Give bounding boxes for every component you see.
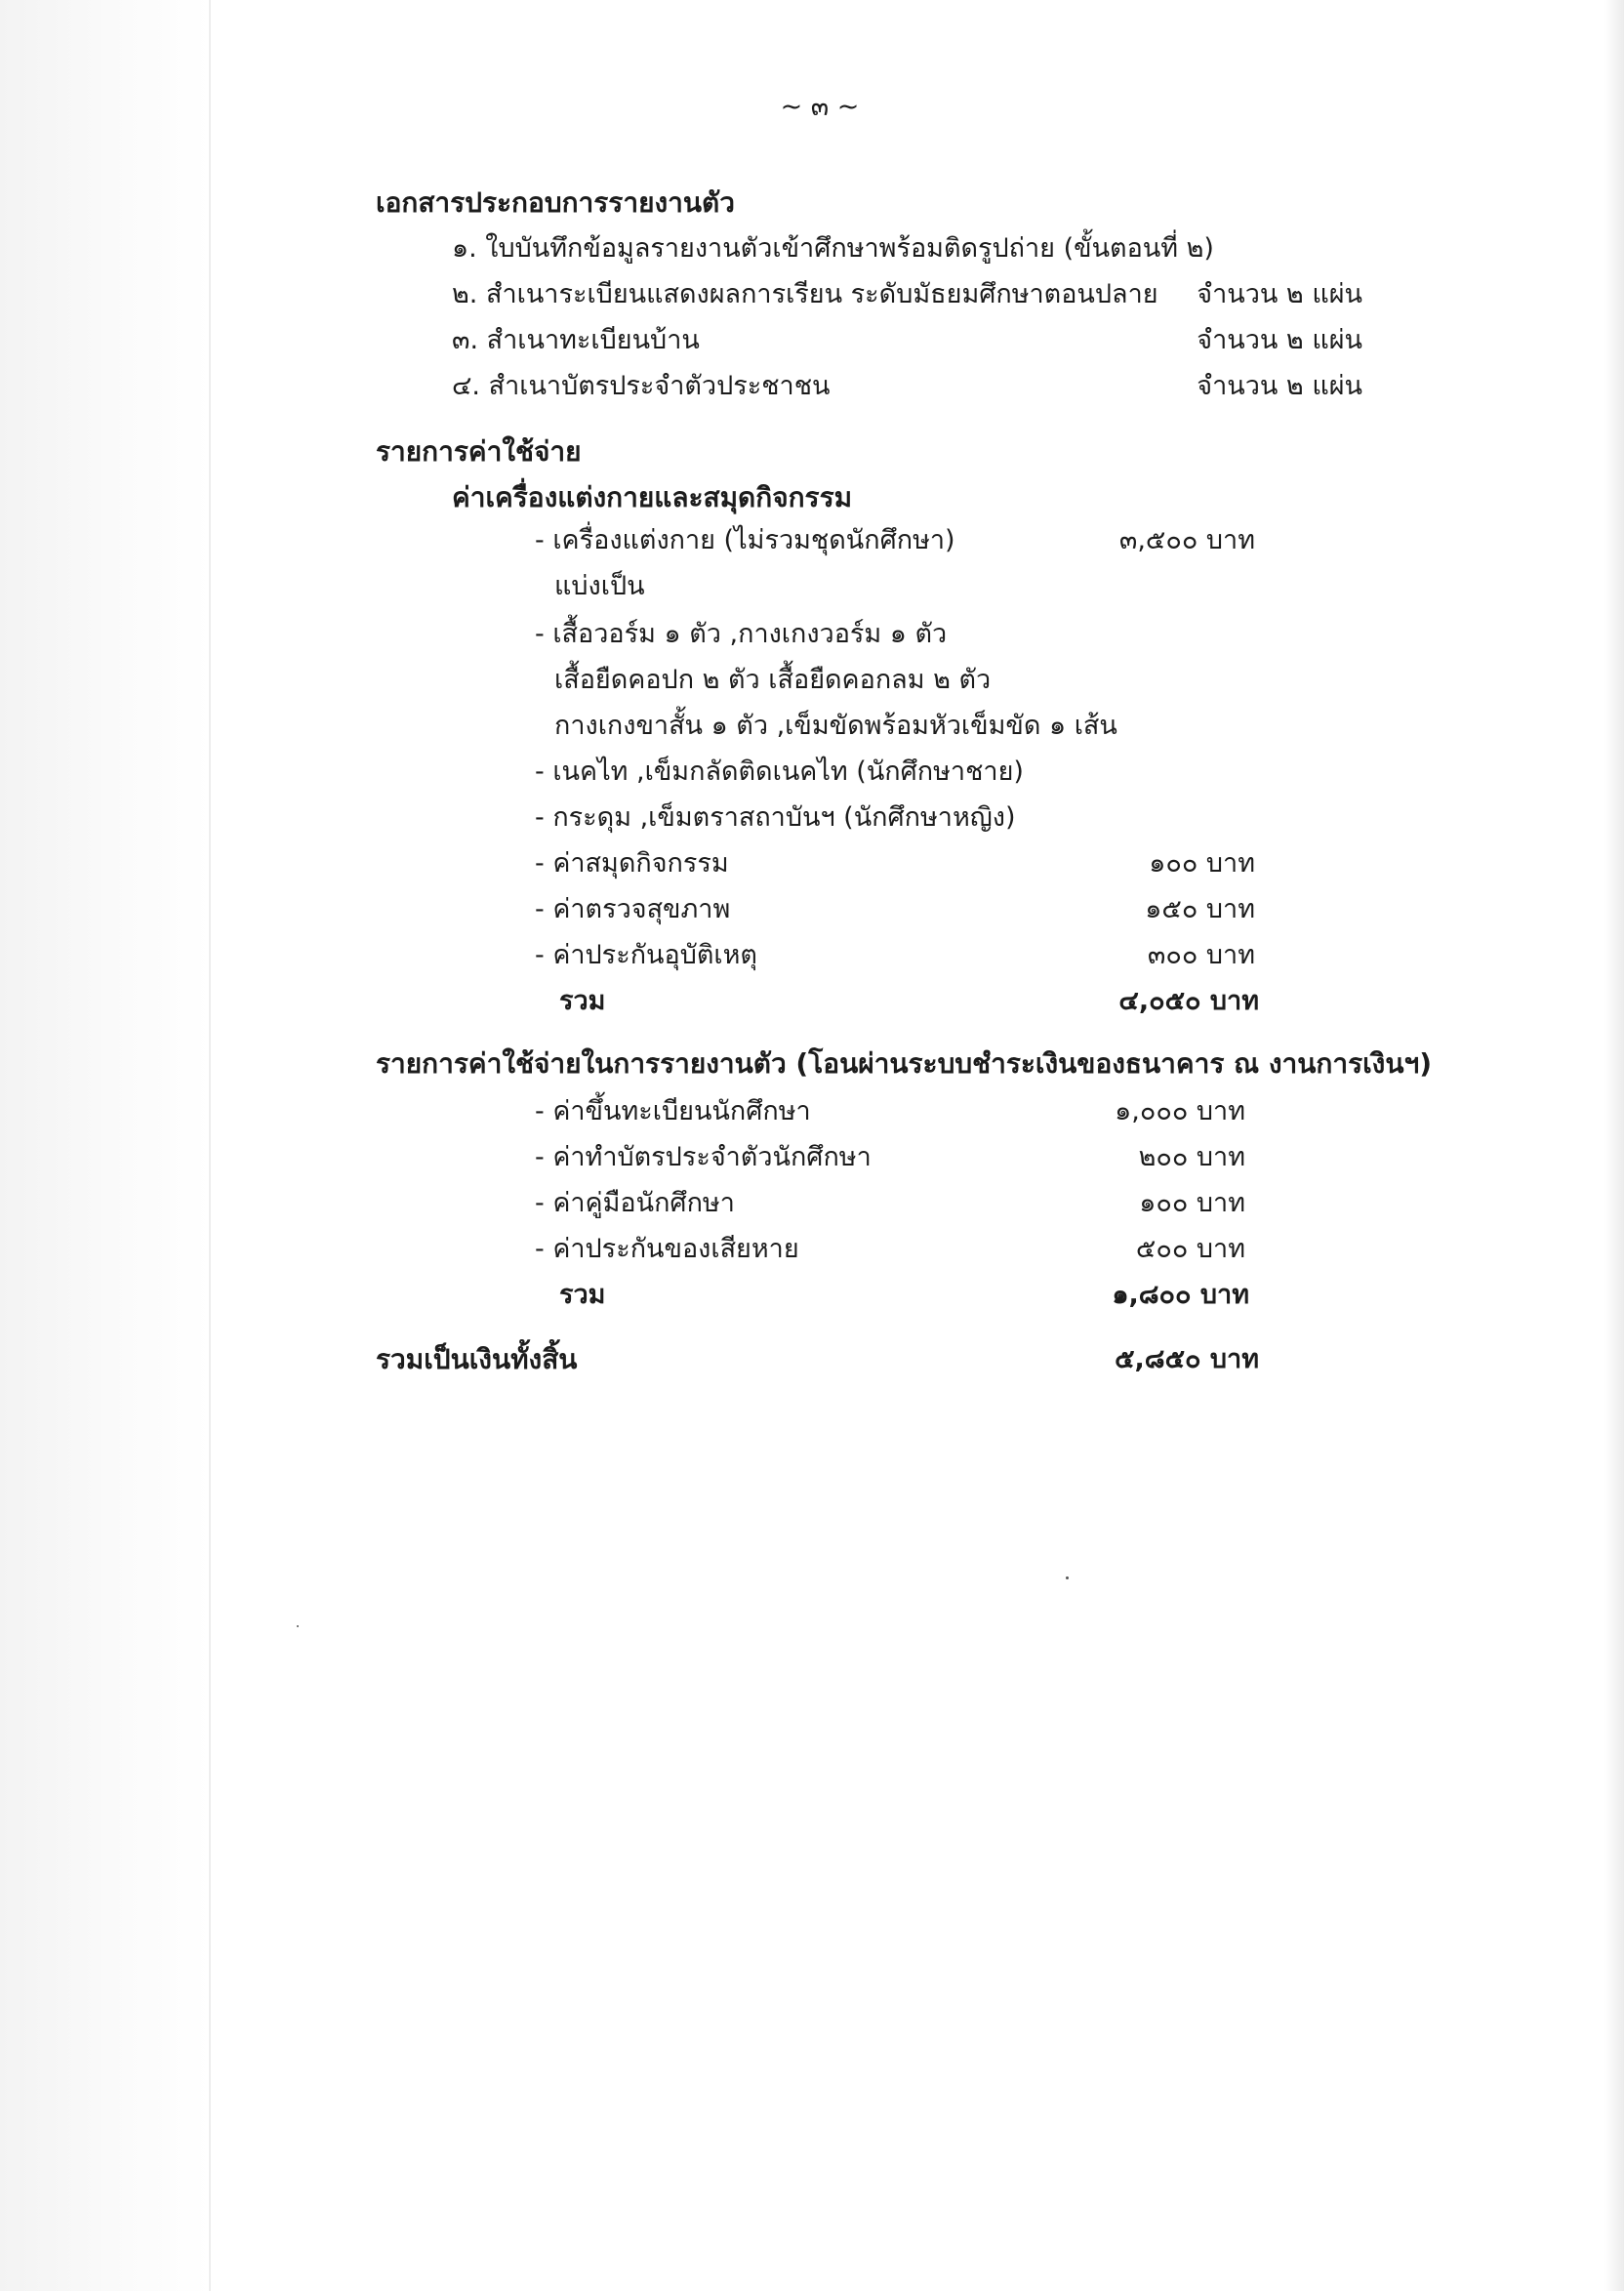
- reporting-item-amount: ๒๐๐ บาท: [1138, 1142, 1245, 1172]
- document-item-label: ๑. ใบบันทึกข้อมูลรายงานตัวเข้าศึกษาพร้อมติดรูปถ่าย (ขั้นตอนที่ ๒): [452, 233, 1214, 264]
- reporting-total-amount: ๑,๘๐๐ บาท: [1112, 1280, 1249, 1310]
- grand-total-amount: ๕,๘๕๐ บาท: [1115, 1344, 1259, 1374]
- document-item-quantity: จำนวน ๒ แผ่น: [1197, 325, 1362, 355]
- reporting-item-label: - ค่าขึ้นทะเบียนนักศึกษา: [535, 1096, 811, 1126]
- expense-item-amount: ๑๕๐ บาท: [1145, 894, 1255, 924]
- uniform-detail-line: กางเกงขาสั้น ๑ ตัว ,เข็มขัดพร้อมหัวเข็มขัด ๑ เส้น: [554, 711, 1117, 741]
- reporting-heading: รายการค่าใช้จ่ายในการรายงานตัว (โอนผ่านระบบชำระเงินของธนาคาร ณ งานการเงินฯ): [376, 1047, 1433, 1080]
- document-item-label: ๒. สำเนาระเบียนแสดงผลการเรียน ระดับมัธยมศึกษาตอนปลาย: [452, 279, 1158, 309]
- document-item-quantity: จำนวน ๒ แผ่น: [1197, 371, 1362, 401]
- reporting-item-label: - ค่าทำบัตรประจำตัวนักศึกษา: [535, 1142, 872, 1172]
- reporting-item-label: - ค่าคู่มือนักศึกษา: [535, 1188, 735, 1218]
- expenses-total-label: รวม: [559, 986, 606, 1016]
- document-item-quantity: จำนวน ๒ แผ่น: [1197, 279, 1362, 309]
- document-item-label: ๔. สำเนาบัตรประจำตัวประชาชน: [452, 371, 831, 401]
- reporting-item-label: - ค่าประกันของเสียหาย: [535, 1234, 799, 1264]
- reporting-total-label: รวม: [559, 1280, 606, 1310]
- expense-item-amount: ๓,๕๐๐ บาท: [1118, 525, 1255, 555]
- scan-speck: [297, 1625, 299, 1627]
- expenses-heading: รายการค่าใช้จ่าย: [376, 435, 582, 468]
- document-item-label: ๓. สำเนาทะเบียนบ้าน: [452, 325, 700, 355]
- scan-page-edge: [209, 0, 211, 2291]
- scan-shadow-right: [1604, 0, 1624, 2291]
- expense-item-label: - ค่าประกันอุบัติเหตุ: [535, 940, 757, 970]
- expense-item-label: - ค่าสมุดกิจกรรม: [535, 848, 729, 879]
- documents-heading: เอกสารประกอบการรายงานตัว: [376, 186, 735, 219]
- reporting-item-amount: ๕๐๐ บาท: [1135, 1234, 1245, 1264]
- expenses-total-amount: ๔,๐๕๐ บาท: [1118, 986, 1259, 1016]
- divided-as-label: แบ่งเป็น: [554, 571, 645, 601]
- expenses-subheading: ค่าเครื่องแต่งกายและสมุดกิจกรรม: [452, 481, 853, 513]
- uniform-detail-line: - เนคไท ,เข็มกลัดติดเนคไท (นักศึกษาชาย): [535, 757, 1024, 787]
- scan-shadow-left: [0, 0, 211, 2291]
- expense-item-amount: ๑๐๐ บาท: [1149, 848, 1255, 879]
- grand-total-label: รวมเป็นเงินทั้งสิ้น: [376, 1343, 578, 1375]
- uniform-detail-line: - กระดุม ,เข็มตราสถาบันฯ (นักศึกษาหญิง): [535, 802, 1016, 833]
- expense-item-label: - ค่าตรวจสุขภาพ: [535, 894, 731, 924]
- reporting-item-amount: ๑,๐๐๐ บาท: [1115, 1096, 1245, 1126]
- uniform-detail-line: เสื้อยืดคอปก ๒ ตัว เสื้อยืดคอกลม ๒ ตัว: [554, 665, 992, 695]
- page-number: ~ ๓ ~: [780, 92, 860, 122]
- scan-speck: [1066, 1576, 1069, 1579]
- reporting-item-amount: ๑๐๐ บาท: [1139, 1188, 1245, 1218]
- expense-item-label: - เครื่องแต่งกาย (ไม่รวมชุดนักศึกษา): [535, 525, 955, 555]
- expense-item-amount: ๓๐๐ บาท: [1147, 940, 1255, 970]
- uniform-detail-line: - เสื้อวอร์ม ๑ ตัว ,กางเกงวอร์ม ๑ ตัว: [535, 619, 948, 649]
